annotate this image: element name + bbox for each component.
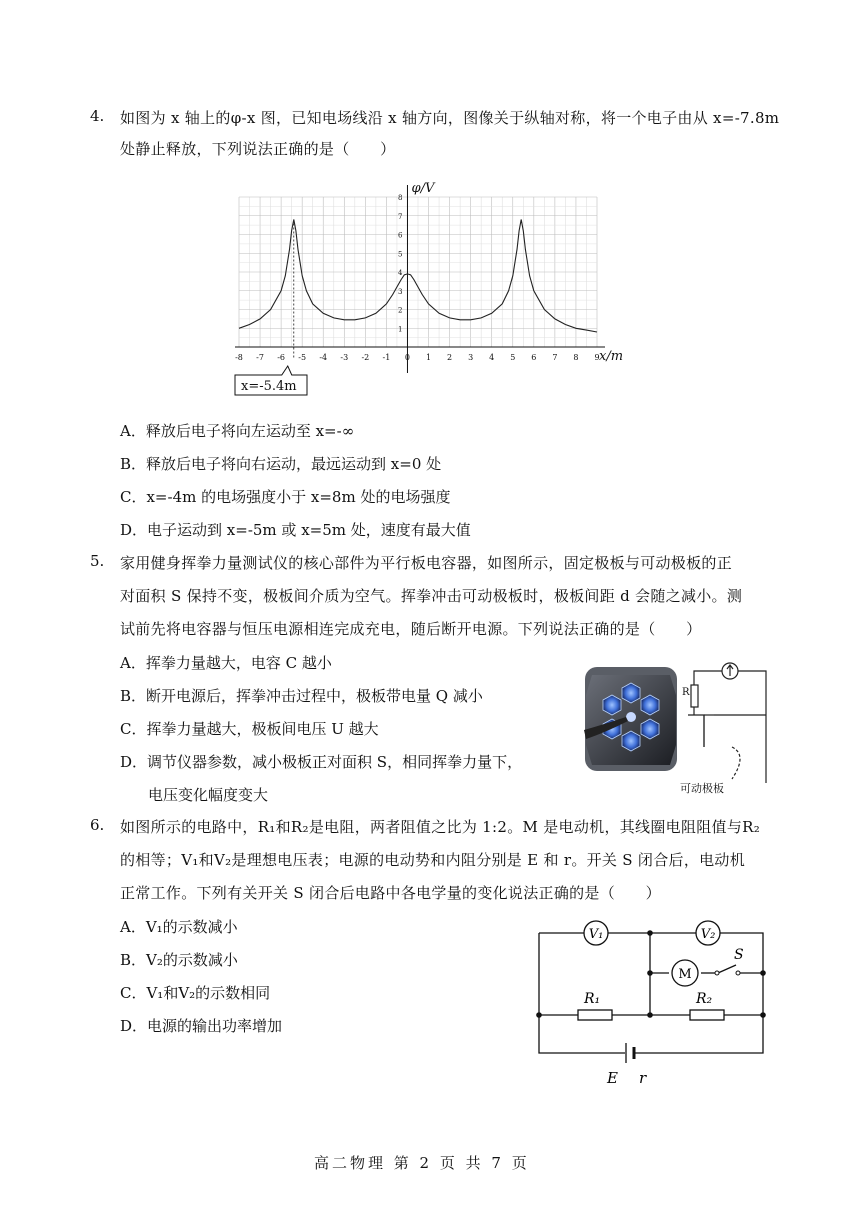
x-tick-label: 3 (468, 353, 474, 362)
x-tick-label: -5 (298, 353, 307, 362)
option-b: B．释放后电子将向右运动，最远运动到 x=0 处 (120, 455, 442, 473)
option-a: A．挥拳力量越大，电容 C 越小 (120, 654, 332, 672)
question-number: 5. (90, 552, 105, 570)
y-tick-label: 6 (398, 231, 403, 240)
option-a: A．V₁的示数减小 (120, 918, 238, 936)
y-tick-label: 5 (398, 250, 403, 259)
x-tick-label: 9 (594, 353, 600, 362)
annotation-label: x=-5.4m (241, 379, 297, 394)
punch-device-image (584, 667, 677, 771)
circuit-diagram (530, 915, 780, 1090)
question-stem: 的相等；V₁和V₂是理想电压表；电源的电动势和内阻分别是 E 和 r。开关 S 闭合后，电动机 (120, 851, 746, 869)
x-tick-label: 1 (425, 353, 432, 362)
x-tick-label: -3 (340, 353, 349, 362)
y-tick-label: 3 (398, 287, 403, 296)
x-tick-label: 7 (552, 353, 558, 362)
y-tick-label: 2 (398, 306, 403, 315)
x-axis-label: x/m (599, 349, 624, 364)
question-number: 6. (90, 816, 105, 834)
switch (715, 947, 744, 975)
y-axis-label: φ/V (411, 181, 435, 196)
battery (626, 1043, 634, 1063)
option-a: A．释放后电子将向左运动至 x=-∞ (120, 422, 355, 440)
resistor-label: R (682, 687, 690, 698)
option-c: C．x=-4m 的电场强度小于 x=8m 处的电场强度 (120, 488, 451, 506)
question-number: 4. (90, 107, 105, 125)
junction-dots (536, 930, 766, 1018)
switch-label: S (734, 947, 744, 963)
r2-label: R₂ (696, 991, 713, 1007)
option-b: B．断开电源后，挥拳冲击过程中，极板带电量 Q 减小 (120, 687, 483, 705)
capacitor-device-figure (582, 655, 772, 795)
question-stem: 处静止释放，下列说法正确的是（ ） (120, 140, 396, 158)
x-tick-label: 2 (447, 353, 453, 362)
page-footer: 高二物理 第 2 页 共 7 页 (314, 1154, 530, 1172)
option-b: B．V₂的示数减小 (120, 951, 238, 969)
x-tick-label: 5 (510, 353, 516, 362)
x-tick-label: -1 (382, 353, 391, 362)
x-tick-label: -7 (256, 353, 264, 362)
x-tick-label: -2 (361, 353, 370, 362)
option-d-continued: 电压变化幅度变大 (148, 786, 269, 804)
y-tick-label: 8 (398, 194, 403, 202)
capacitor-circuit-diagram (688, 663, 766, 783)
question-stem: 正常工作。下列有关开关 S 闭合后电路中各电学量的变化说法正确的是（ ） (120, 884, 661, 902)
resistor-r2 (690, 991, 724, 1020)
option-c: C．挥拳力量越大，极板间电压 U 越大 (120, 720, 379, 738)
x-tick-label: 4 (489, 353, 495, 362)
y-tick-label: 7 (398, 212, 403, 221)
x-tick-label: 6 (531, 353, 537, 362)
question-stem: 如图为 x 轴上的φ-x 图，已知电场线沿 x 轴方向，图像关于纵轴对称，将一个电子由从 x=-7.8m (120, 109, 780, 127)
x-tick-label: 0 (404, 353, 411, 362)
voltmeter-v1 (584, 921, 608, 945)
voltmeter-v2 (696, 921, 720, 945)
v2-label: V₂ (700, 927, 716, 942)
x-tick-label: -6 (277, 353, 286, 362)
r1-label: R₁ (584, 991, 601, 1007)
x-tick-label: 8 (573, 353, 579, 362)
motor (672, 960, 698, 986)
question-stem: 如图所示的电路中，R₁和R₂是电阻，两者阻值之比为 1:2。M 是电动机，其线圈电阻阻值与R₂ (120, 818, 761, 836)
question-stem: 对面积 S 保持不变，极板间介质为空气。挥拳冲击可动极板时，极板间距 d 会随之减小。测 (120, 587, 743, 605)
option-d: D．调节仪器参数，减小极板正对面积 S，相同挥拳力量下， (120, 753, 523, 771)
x-tick-label: -8 (235, 353, 243, 362)
y-tick-label: 4 (398, 269, 403, 277)
resistor-r1 (578, 991, 612, 1020)
motor-label: M (678, 967, 692, 982)
option-d: D．电子运动到 x=-5m 或 x=5m 处，速度有最大值 (120, 521, 471, 539)
question-stem: 家用健身挥拳力量测试仪的核心部件为平行板电容器，如图所示，固定极板与可动极板的正 (120, 554, 733, 572)
phi-x-chart (225, 175, 635, 400)
y-tick-label: 1 (398, 325, 403, 334)
question-stem: 试前先将电容器与恒压电源相连完成充电，随后断开电源。下列说法正确的是（ ） (120, 620, 702, 638)
option-c: C．V₁和V₂的示数相同 (120, 984, 271, 1002)
v1-label: V₁ (588, 927, 604, 942)
emf-label: E (607, 1069, 618, 1087)
x-tick-label: -4 (319, 353, 328, 362)
movable-plate-caption: 可动极板 (680, 782, 724, 795)
option-d: D．电源的输出功率增加 (120, 1017, 283, 1035)
internal-resistance-label: r (639, 1069, 647, 1087)
